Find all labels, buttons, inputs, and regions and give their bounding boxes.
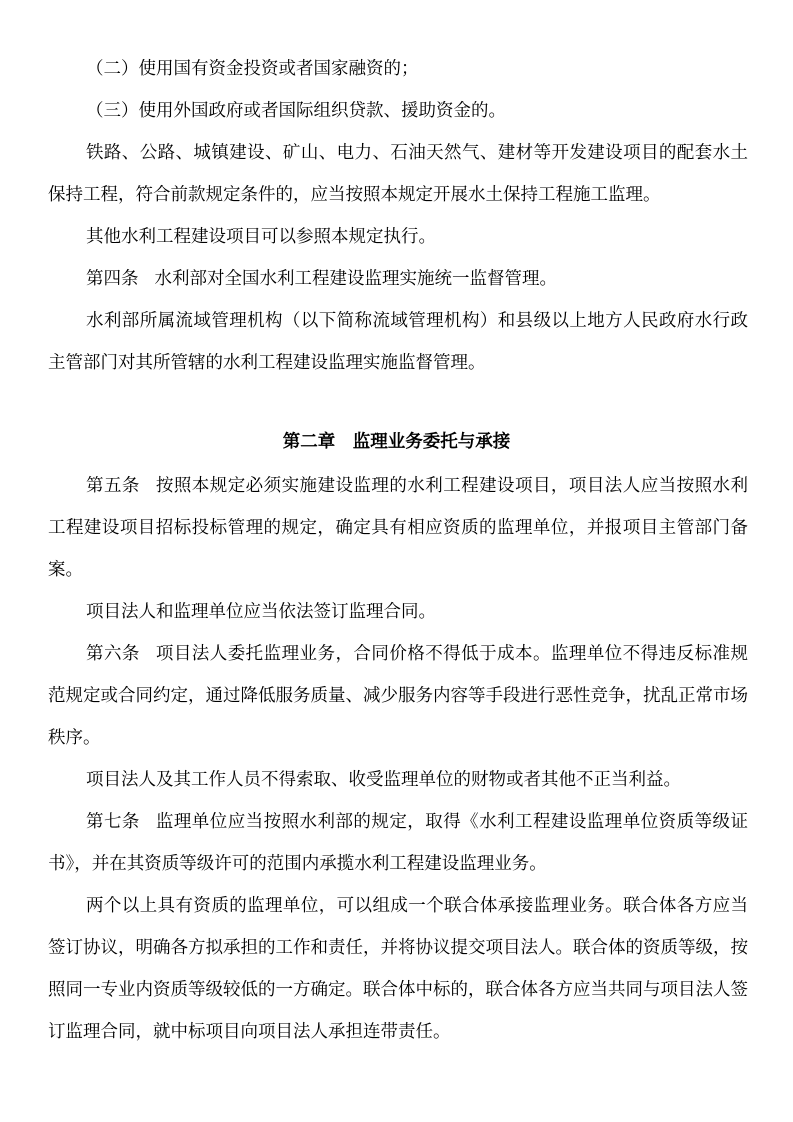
- article-7-paragraph: [48, 801, 748, 885]
- paragraph-item-2: （二）使用国有资金投资或者国家融资的；: [86, 59, 419, 79]
- paragraph-supporting-projects: 铁路、公路、城镇建设、矿山、电力、石油天然气、建材等开发建设项目的配套水土保持工程，符合前款规定条件的，应当按照本规定开展水土保持工程施工监理。: [48, 143, 748, 205]
- article-5-label: 第五条: [86, 476, 140, 496]
- article-7-text: 监理单位应当按照水利部的规定，取得《水利工程建设监理单位资质等级证书》，并在其资质等级许可的范围内承揽水利工程建设监理业务。: [48, 812, 749, 874]
- article-6-paragraph-2: 项目法人及其工作人员不得索取、收受监理单位的财物或者其他不正当利益。: [86, 770, 681, 790]
- paragraph-other-projects: 其他水利工程建设项目可以参照本规定执行。: [86, 227, 436, 247]
- article-5-paragraph-2: 项目法人和监理单位应当依法签订监理合同。: [86, 602, 436, 622]
- article-6-label: 第六条: [86, 644, 140, 664]
- article-5-paragraph: [48, 465, 748, 591]
- article-4-label: 第四条: [86, 269, 139, 289]
- article-4-paragraph-2: 水利部所属流域管理机构（以下简称流域管理机构）和县级以上地方人民政府水行政主管部门对其所管辖的水利工程建设监理实施监督管理。: [48, 311, 748, 373]
- article-6-text: 项目法人委托监理业务，合同价格不得低于成本。监理单位不得违反标准规范规定或合同约定，通过降低服务质量、减少服务内容等手段进行恶性竞争，扰乱正常市场秩序。: [48, 644, 749, 748]
- article-7-paragraph-2: 两个以上具有资质的监理单位，可以组成一个联合体承接监理业务。联合体各方应当签订协议，明确各方拟承担的工作和责任，并将协议提交项目法人。联合体的资质等级，按照同一专业内资质等级较低的一方确定。联合体中标的，联合体各方应当共同与项目法人签订监理合同，就中标项目向项目法人承担连带责任。: [48, 896, 748, 1042]
- paragraph-item-3: （三）使用外国政府或者国际组织贷款、援助资金的。: [86, 101, 506, 121]
- article-6-paragraph: [48, 633, 748, 759]
- chapter-heading: 第二章 监理业务委托与承接: [282, 432, 511, 452]
- article-4-text: 水利部对全国水利工程建设监理实施统一监督管理。: [154, 269, 557, 289]
- article-7-label: 第七条: [86, 812, 140, 832]
- article-5-text: 按照本规定必须实施建设监理的水利工程建设项目，项目法人应当按照水利工程建设项目招标投标管理的规定，确定具有相应资质的监理单位，并报项目主管部门备案。: [48, 476, 749, 580]
- article-4-paragraph: [48, 258, 748, 300]
